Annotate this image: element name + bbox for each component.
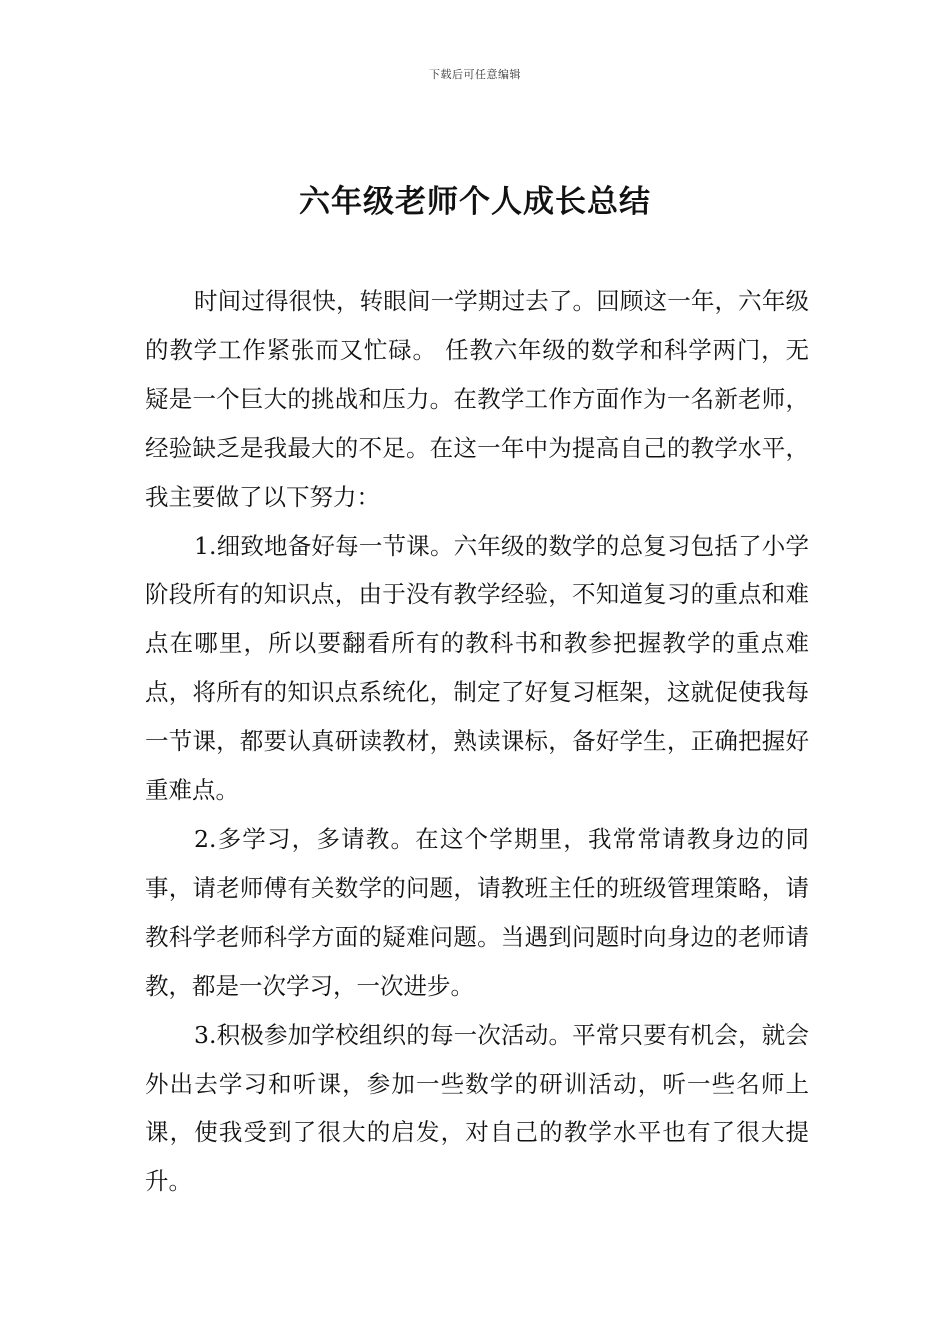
document-body [145,277,809,1206]
paragraph-intro: 时间过得很快，转眼间一学期过去了。回顾这一年，六年级的教学工作紧张而又忙碌。 任教六年级的数学和科学两门，无疑是一个巨大的挑战和压力。在教学工作方面作为一名新老师，经验缺乏是我最大的不足。在这一年中为提高自己的教学水平，我主要做了以下努力： [145,287,809,511]
paragraph-point-2: 2.多学习，多请教。在这个学期里，我常常请教身边的同事，请老师傅有关数学的问题，请教班主任的班级管理策略，请教科学老师科学方面的疑难问题。当遇到问题时向身边的老师请教，都是一次学习，一次进步。 [145,824,809,1000]
page-header-note: 下载后可任意编辑 [429,68,521,81]
paragraph-point-1: 1.细致地备好每一节课。六年级的数学的总复习包括了小学阶段所有的知识点，由于没有教学经验，不知道复习的重点和难点在哪里，所以要翻看所有的教科书和教参把握教学的重点难点，将所有的知识点系统化，制定了好复习框架，这就促使我每一节课，都要认真研读教材，熟读课标，备好学生，正确把握好重难点。 [145,531,809,805]
paragraph-point-3: 3.积极参加学校组织的每一次活动。平常只要有机会，就会外出去学习和听课，参加一些数学的研训活动，听一些名师上课，使我受到了很大的启发，对自己的教学水平也有了很大提升。 [145,1020,809,1196]
document-title: 六年级老师个人成长总结 [299,184,651,220]
